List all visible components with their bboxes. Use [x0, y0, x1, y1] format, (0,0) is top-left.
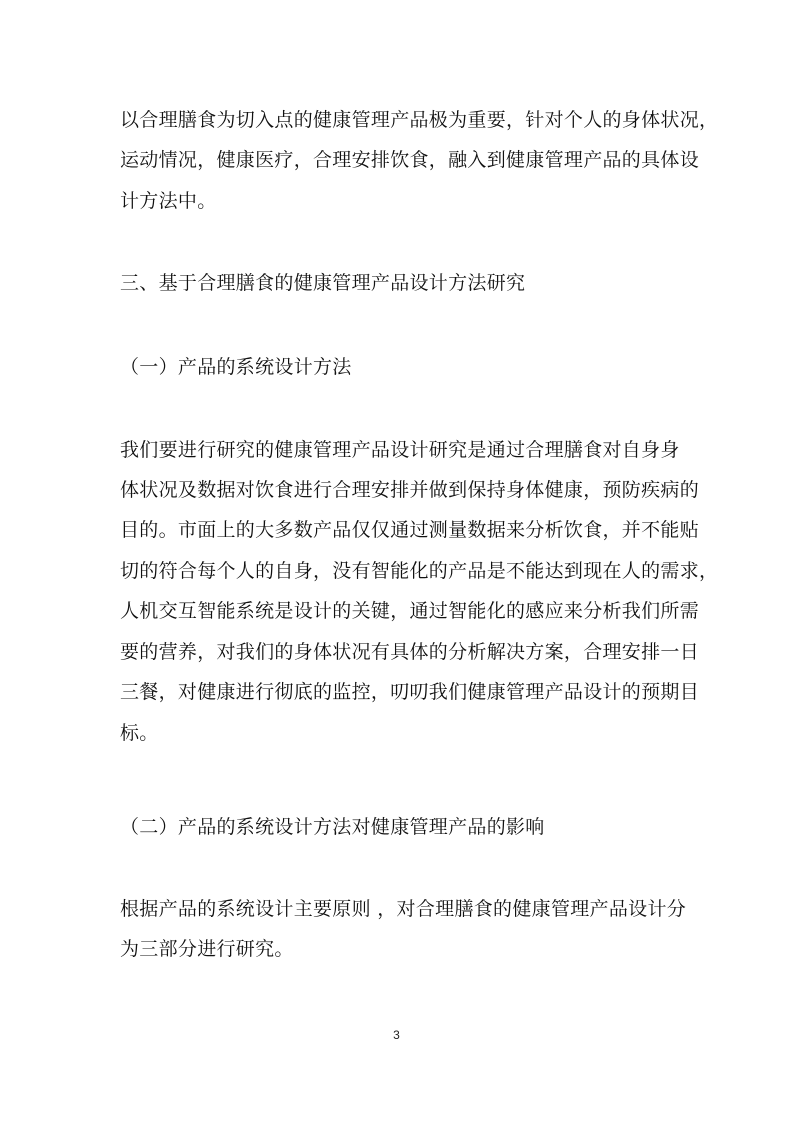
paragraph-line: 计方法中。	[120, 190, 217, 212]
section-heading: 三、基于合理膳食的健康管理产品设计方法研究	[120, 272, 526, 294]
paragraph-line: 目的。市面上的大多数产品仅仅通过测量数据来分析饮食，并不能贴	[120, 519, 700, 541]
paragraph-line: 标。	[120, 722, 159, 744]
paragraph-line: 根据产品的系统设计主要原则 ，对合理膳食的健康管理产品设计分	[120, 898, 687, 920]
paragraph-line: 运动情况，健康医疗，合理安排饮食，融入到健康管理产品的具体设	[120, 149, 700, 171]
paragraph-line: 三餐，对健康进行彻底的监控，叨叨我们健康管理产品设计的预期目	[120, 681, 700, 703]
paragraph-line: 切的符合每个人的自身，没有智能化的产品是不能达到现在人的需求，	[120, 560, 719, 582]
page-number: 3	[393, 1028, 400, 1042]
subsection-heading-1: （一）产品的系统设计方法	[120, 356, 352, 378]
paragraph-line: 为三部分进行研究。	[120, 938, 294, 960]
paragraph-line: 我们要进行研究的健康管理产品设计研究是通过合理膳食对自身身	[120, 439, 680, 461]
paragraph-line: 体状况及数据对饮食进行合理安排并做到保持身体健康，预防疾病的	[120, 479, 700, 501]
subsection-heading-2: （二）产品的系统设计方法对健康管理产品的影响	[120, 816, 545, 838]
paragraph-line: 人机交互智能系统是设计的关键，通过智能化的感应来分析我们所需	[120, 600, 700, 622]
paragraph-line: 以合理膳食为切入点的健康管理产品极为重要，针对个人的身体状况，	[120, 109, 719, 131]
paragraph-line: 要的营养，对我们的身体状况有具体的分析解决方案，合理安排一日	[120, 641, 700, 663]
